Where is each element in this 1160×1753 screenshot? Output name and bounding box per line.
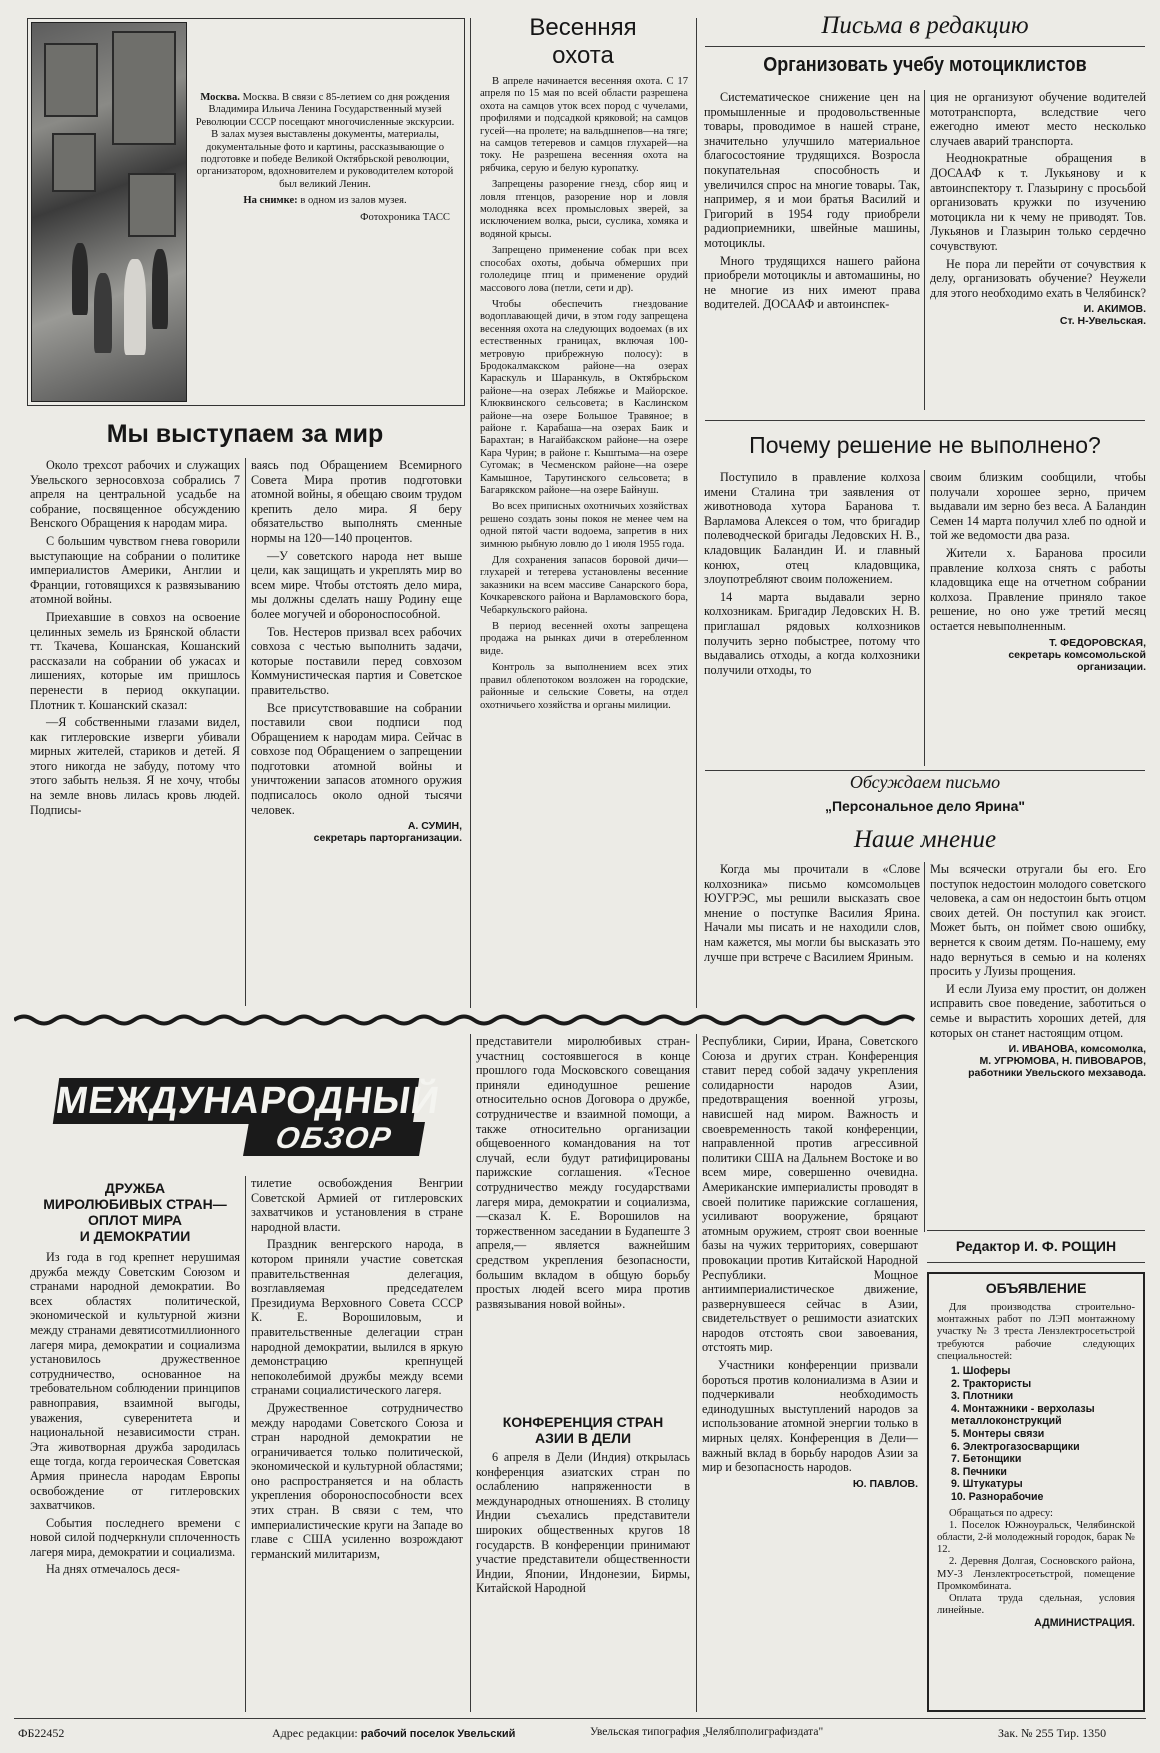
discuss-signature: И. ИВАНОВА, комсомолка, М. УГРЮМОВА, Н. ПИВОВАРОВ, работники Увельского мехзавода. — [968, 1043, 1146, 1080]
notice-item: 10. Разнорабочие — [951, 1490, 1044, 1503]
notice-address-2: 2. Деревня Долгая, Сосновского района, МУ-3 Лензлектросетьстрой, помещение Промкомбината. — [937, 1556, 1135, 1592]
peace-col-2: ваясь под Обращением Всемирного Совета Мира против подготовки атомной войны, я обещаю своим трудом крепить дело мира. Я беру обязательство выполнять сменные нормы на 120—140 процентов. —У советского народа нет выше цели, как защищать и укреплять мир во всем мире. Чтобы отстоять дело мира, мы должны сделать нашу Родину еще более могучей и обороноспособной. Тов. Нестеров призвал всех рабочих совхоза с честью выполнить задачи, которые поставили перед совхозом Коммунистическая партия и Советское правительство. Все присутствовавшие на собрании поставили свои подписи под Обращением к народам мира. Сейчас в совхозе под Обращением о запрещении подготовки атомной войны и уничтожении запасов атомного оружия подписалось около одной тысячи человек. А. СУМИН, секретарь парторганизации. — [251, 458, 462, 845]
notice-box — [927, 1272, 1145, 1712]
notice-item: 6. Электрогазосварщики — [951, 1440, 1080, 1453]
notice-signature: АДМИНИСТРАЦИЯ. — [1034, 1617, 1135, 1630]
footer-print: Увельская типография „Челяблполиграфиздата" — [590, 1726, 824, 1738]
notice-item: 7. Бетонщики — [951, 1453, 1022, 1466]
international-col-1: Из года в год крепнет нерушимая дружба между Советским Союзом и странами народной демократии. Во всех областях политической, экономической и культурной жизни между странами девятисотмиллионного лагеря мира, демократии и социализма установилось дружественное сотрудничество, основанное на требовательном соблюдении принципов равноправия, взаимной выгоды, уважения, суверенитета и национальной независимости стран. Эта животворная дружба зародилась еще тогда, когда героическая Советская Армия принесла народам Европы освобождение от гитлеровских захватчиков. События последнего времени с новой силой подчеркнули сплоченность лагеря мира, демократии и социализма. На днях отмечалось деся- — [30, 1250, 240, 1577]
decision-col-2: своим близким сообщили, чтобы получали хорошее зерно, причем выдавали им зерно без веса. А Баландин Семен 14 марта получил хлеб по одной и той же ведомости два раза. Жители х. Баранова просили правление колхоза снять с работы кладовщика еще на отчетном собрании колхоза. Правление приняло такое решение, но оно уже третий месяц остается невыполненным. Т. ФЕДОРОВСКАЯ, секретарь комсомольской организации. — [930, 470, 1146, 673]
banner-line-1: МЕЖДУНАРОДНЫЙ — [53, 1080, 443, 1122]
wavy-divider — [14, 1013, 924, 1027]
notice-list — [937, 1365, 1135, 1504]
international-signature: Ю. ПАВЛОВ. — [852, 1477, 918, 1490]
photo-caption: Москва. Москва. В связи с 85-летием со дня рождения Владимира Ильича Ленина Государственный музей Революции СССР посещают многочисленные экскурсии. В залах музея выставлены документы, материалы, документальные фото и картины, рассказывающие о подготовке и победе Великой Октябрьской революции, организатором, вдохновителем и руководителем которой был великий Ленин. На снимке: в одном из залов музея. Фотохроника ТАСС — [195, 92, 455, 223]
notice-address-1: 1. Поселок Южноуральск, Челябинской области, 2-й молодежный городок, барак № 12. — [937, 1519, 1135, 1556]
letters-section-title: Письма в редакцию — [821, 12, 1029, 39]
discuss-headline: Наше мнение — [853, 826, 997, 853]
international-banner — [53, 1078, 443, 1155]
letters-col-2: ция не организуют обучение водителей мототранспорта, вследствие чего ежегодно имеют место несколько случаев аварий транспорта. Неоднократные обращения в ДОСААФ к т. Лукьянову и к автоинспектору т. Глазырину с просьбой организовать кружки по изучению мотоцикла ни к чему не приводят. Тов. Лукьянов и Глазырин только сердечно сочувствуют. Не пора ли перейти от сочувствия к делу, организовать обучение? Неужели для этого необходимо ехать в Челябинск? И. АКИМОВ. Ст. Н-Увельская. — [930, 90, 1146, 328]
international-col-2: тилетие освобождения Венгрии Советской Армией от гитлеровских захватчиков и установления в стране народной власти. Праздник венгерского народа, в котором приняли участие советская правительственная делегация, возглавляемая председателем Президиума Верховного Совета СССР К. Е. Ворошиловым, и правительственные делегации стран народной демократии, вылился в яркую демонстрацию крепнущей непоколебимой дружбы между всеми странами социалистического лагеря. Дружественное сотрудничество между народами Советского Союза и стран народной демократии не ограничивается только политической, экономической и культурной областями; оно распространяется и на область укрепления обороноспособности всех этих стран. В связи с тем, что империалистические круги на Западе во главе с США усиленно возрождают германский милитаризм, — [251, 1176, 463, 1561]
letters-col-1: Систематическое снижение цен на промышленные и продовольственные товары, проводимое в нашей стране, значительно улучшило материальное благосостояние трудящихся. Возросла покупательная способность и увеличился спрос на многие товары. Так, например, я и мои братья Василий и Григорий в 1954 году приобрели радиоприемники, швейные машины, мотоциклы. Много трудящихся нашего района приобрели мотоциклы и автомашины, но не многие из них имеют права водителей. ДОСААФ и автоинспек- — [704, 90, 920, 312]
discuss-subhead: „Персональное дело Ярина" — [824, 798, 1026, 814]
notice-intro: Для производства строительно-монтажных работ по ЛЭП монтажному участку № 3 треста Лензлектросетьстрой требуются рабочие следующих специальностей: — [937, 1302, 1135, 1362]
hunting-headline: Весенняя охота — [529, 14, 637, 69]
notice-title: ОБЪЯВЛЕНИЕ — [985, 1280, 1087, 1296]
notice-item: 1. Шоферы — [951, 1365, 1011, 1378]
discuss-kicker: Обсуждаем письмо — [849, 772, 1001, 792]
museum-photo — [31, 22, 187, 402]
footer-address: Адрес редакции: рабочий поселок Увельский — [272, 1726, 516, 1740]
decision-headline: Почему решение не выполнено? — [749, 432, 1101, 458]
letters-headline: Организовать учебу мотоциклистов — [763, 54, 1087, 76]
notice-item: 4. Монтажники - верхолазы металлоконструкций — [951, 1402, 1095, 1428]
international-subhead-1: ДРУЖБА МИРОЛЮБИВЫХ СТРАН— ОПЛОТ МИРА И ДЕМОКРАТИИ — [43, 1180, 227, 1244]
banner-line-2: ОБЗОР — [243, 1122, 425, 1156]
peace-col-1: Около трехсот рабочих и служащих Увельского зерносовхоза собрались 7 апреля на центральной усадьбе на собрание, посвященное обсуждению Венского Обращения к народам мира. С большим чувством гнева говорили выступающие на собрании о политике империалистов Америки, Англии и Франции, готовящихся к развязыванию атомной войны. Приехавшие в совхоз на освоение целинных земель из Брянской области тт. Ткачева, Кошанская, Кошанский рассказали на собрании об ужасах и лишениях, которые им пришлось перенести в период оккупации. Плотник т. Кошанский сказал: —Я собственными глазами видел, как гитлеровские изверги убивали мирных жителей, стариков и детей. Я этого никогда не забуду, потому что этого забыть нельзя. Я не хочу, чтобы на земле вновь лилась кровь людей. Подписы- — [30, 458, 240, 817]
peace-headline: Мы выступаем за мир — [106, 420, 384, 448]
footer-code: ФБ22452 — [18, 1726, 65, 1740]
international-col-3b: 6 апреля в Дели (Индия) открылась конференция азиатских стран по ослаблению напряженности в международных отношениях. В столицу Индии съехались представители широких общественных кругов 18 государств. В конференции принимают участие представители общественности Индии, Японии, Индонезии, Бирмы, Китайской Народной — [476, 1450, 690, 1596]
notice-item: 8. Печники — [951, 1465, 1007, 1478]
international-col-3a: представители миролюбивых стран-участниц состоявшегося в конце прошлого года Московского совещания приняли единодушное решение относительно основ Договора о дружбе, сотрудничестве и взаимной помощи, а также относительно организации общевоенного командования на тот случай, если будут ратифицированы парижские соглашения. «Тесное сотрудничество между государствами лагеря мира, демократии и социализма,—сказал К. Е. Ворошилов на торжественном заседании в Будапеште 3 апреля,— является важнейшим средством укрепления безопасности, большим вкладом в общую борьбу простых людей всего мира против развязывания новой войны». — [476, 1034, 690, 1311]
international-col-4: Республики, Сирии, Ирана, Советского Союза и других стран. Конференция ставит перед собой задачу укрепления солидарности народов Азии, предотвращения военной угрозы, нависшей над миром. Важность и своевременность такой конференции, направленной против агрессивной политики США на Дальнем Востоке и во всем мире, совершенно очевидна. Американские империалисты проводят в своей политике парижские соглашения, усиливают вооружение, бряцают атомным оружием, строят свои военные базы на чужих территориях, совершают провокации против Китайской Народной Республики. Мощное антиимпериалистическое движение, развернувшееся сейчас в Азии, свидетельствует о решимости азиатских народов отстоять свои завоевания, отстоять мир. Участники конференции призвали бороться против колониализма в Азии и подчеркивали необходимость единодушных выступлений народов за использование атомной энергии только в мирных целях. Конференция в Дели—важный вклад в борьбу народов Азии за мир и безопасность народов. Ю. ПАВЛОВ. — [702, 1034, 918, 1490]
decision-signature: Т. ФЕДОРОВСКАЯ, секретарь комсомольской организации. — [1008, 636, 1146, 673]
hunting-body: В апреле начинается весенняя охота. С 17 апреля по 15 мая по всей области разрешена охота на самцов уток всех пород с чучелами, профилями и подсадкой кряковой; на самцов гусей—на пролете; на вальдшнепов—на тяге; на самцов тетеревов и самцов глухарей—на току. Не разрешена весенняя охота на рябчика, серую и белую куропатку. Запрещены разорение гнезд, сбор яиц и ловля птенцов, разорение нор и ловля молодняка всех промысловых зверей, за исключением волка, рыси, суслика, хомяка и водяной крысы. Запрещено применение собак при всех способах охоты, добыча обмерших при гололедице птиц и применение орудий массового лова (петли, сети и др). Чтобы обеспечить гнездование водоплавающей дичи, в этом году запрещена весенняя охота на следующих водоемах (в их естественных границах, включая 100-метровую прибрежную полосу): в Бродокалмакском районе—на озерах Караскуль и Шаранкуль, в Октябрьском районе—на озерах Лебяжье и Майорское. Клюквинского сельсовета; в Каслинском районе—на озере Большое Травяное; в районе г. Карабаша—на озерах Баик и Барахтан; в Нагайбакском районе—на озере Кара Чурин; в районе г. Кыштыма—на озере Сугомак; в Чесменском районе—на озере Камышное, Тарутинского сельсовета; в Багарякском районе—на озере Байнуш. Во всех приписных охотничьих хозяйствах решено создать зоны покоя не менее чем на одной пятой части водоема, запретив в них зимнюю рыбную ловлю до 1 июля 1955 года. Для сохранения запасов боровой дичи—глухарей и тетерева установлены весенние заказники на всем массиве Санарского бора, Кочкаревского района и Варламовского бора, Чебаркульского района. В период весенней охоты запрещена продажа на рынках дичи в отеребленном виде. Контроль за выполнением всех этих правил облепотоком возложен на городские, районные и сельские Советы, на отдел охотничьего хозяйства и органы милиции. — [480, 76, 688, 711]
editor-line: Редактор И. Ф. РОЩИН — [955, 1238, 1117, 1254]
notice-item: 2. Трактористы — [951, 1377, 1032, 1390]
decision-col-1: Поступило в правление колхоза имени Сталина три заявления от животновода хутора Баранова т. Варламова Алексея о том, что бригадир полеводческой бригады Ледовских Н. В., кладовщик Баландин И. и главный конюх, отец кладовщика, злоупотребляют своим положением. 14 марта выдавали зерно колхозникам. Бригадир Ледовских Н. В. приглашал рядовых колхозников получить зерно побыстрее, потому что выдавались отходы, а когда колхозники получили отходы, то — [704, 470, 920, 677]
footer-order: Зак. № 255 Тир. 1350 — [998, 1726, 1107, 1740]
notice-item: 3. Плотники — [951, 1390, 1014, 1403]
discuss-col-1: Когда мы прочитали в «Слове колхозника» письмо комсомольцев ЮУГРЭС, мы решили высказать свое мнение о поступке Василия Ярина. Начали мы писать и не находили слов, нам кажется, мы могли бы высказать это лучше при встрече с Василием Яриным. — [704, 862, 920, 964]
discuss-col-2: Мы всячески отругали бы его. Его поступок недостоин молодого советского человека, а сам он недостоин быть отцом своих детей. Он поступил как эгоист. Может быть, он поймет свою ошибку, вернется к своим детям. По-нашему, ему надо вернуться в семью и на коленях просить у Луизы прощения. И если Луиза ему простит, он должен исправить свое поведение, заботиться о семье и вырастить хороших детей, для которых он станет настоящим отцом. И. ИВАНОВА, комсомолка, М. УГРЮМОВА, Н. ПИВОВАРОВ, работники Увельского мехзавода. — [930, 862, 1146, 1080]
notice-pay: Оплата труда сдельная, условия линейные. — [937, 1592, 1135, 1617]
notice-item: 9. Штукатуры — [951, 1478, 1023, 1491]
notice-item: 5. Монтеры связи — [951, 1427, 1045, 1440]
international-subhead-2: КОНФЕРЕНЦИЯ СТРАН АЗИИ В ДЕЛИ — [502, 1414, 664, 1446]
notice-address-label: Обращаться по адресу: — [949, 1507, 1053, 1519]
peace-signature: А. СУМИН, секретарь парторганизации. — [313, 820, 462, 845]
letters-signature: И. АКИМОВ. Ст. Н-Увельская. — [1059, 303, 1146, 328]
